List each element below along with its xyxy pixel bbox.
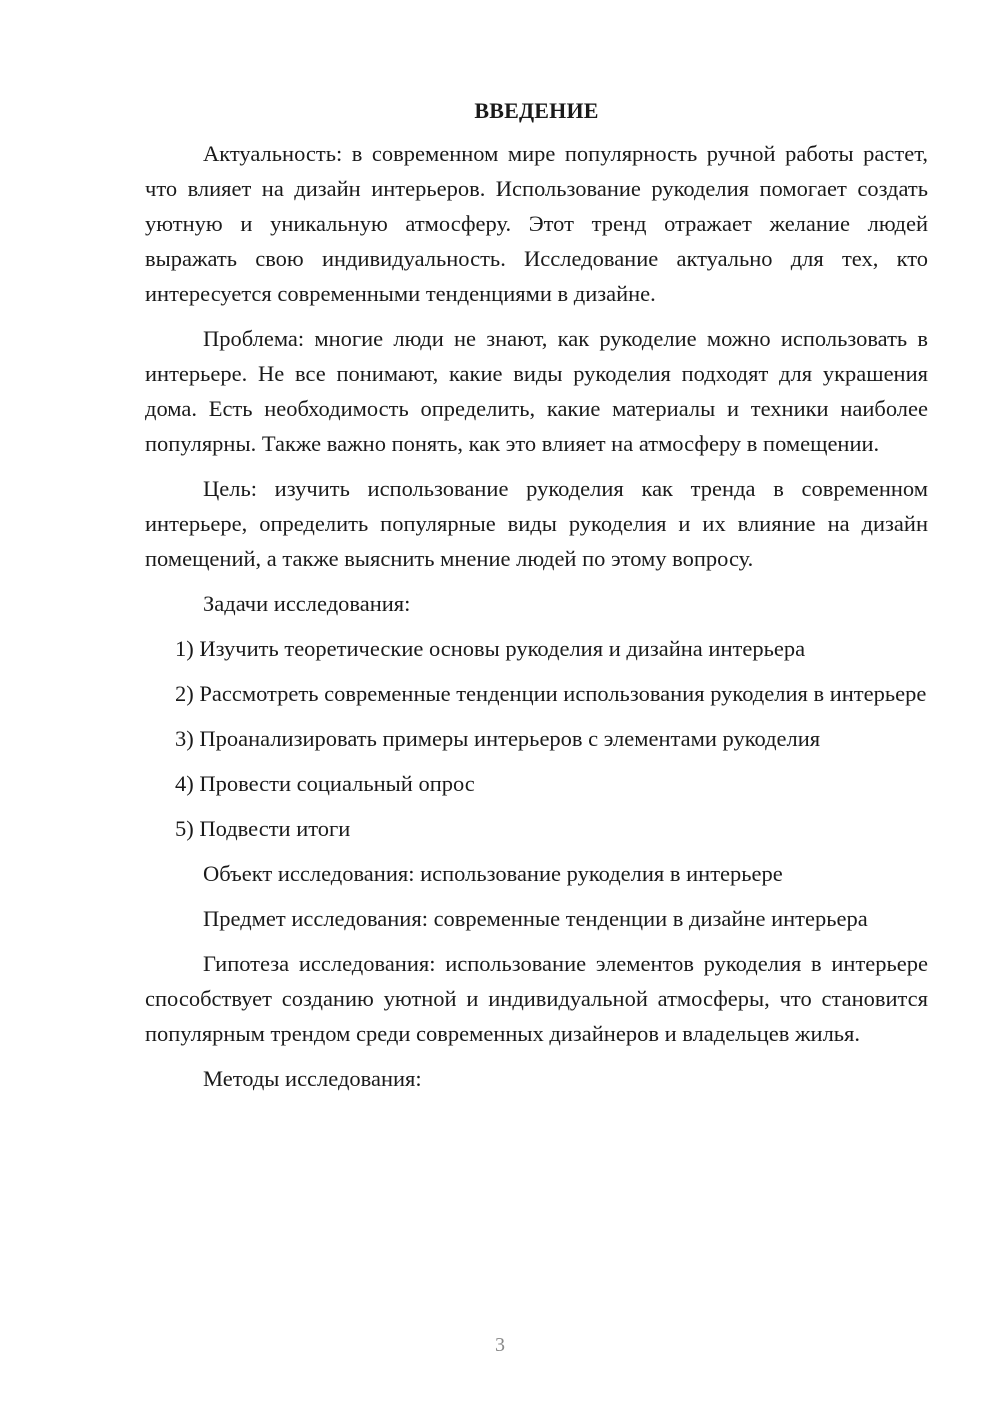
- task-item-3: 3) Проанализировать примеры интерьеров с элементами рукоделия: [175, 726, 821, 751]
- paragraph-relevance: Актуальность: в современном мире популярность ручной работы растет, что влияет на дизайн интерьеров. Использование рукоделия помогает создать уютную и уникальную атмосферу. Этот тренд отражает желание людей выражать свою индивидуальность. Исследование актуально для тех, кто интересуется современными тенденциями в дизайне.: [145, 141, 928, 306]
- task-item-2: 2) Рассмотреть современные тенденции использования рукоделия в интерьере: [175, 681, 927, 706]
- document-title: ВВЕДЕНИЕ: [474, 98, 599, 123]
- page-number: 3: [495, 1334, 505, 1356]
- task-item-1: 1) Изучить теоретические основы рукоделия и дизайна интерьера: [175, 636, 806, 661]
- task-item-4: 4) Провести социальный опрос: [175, 771, 475, 796]
- paragraph-goal: Цель: изучить использование рукоделия как тренда в современном интерьере, определить популярные виды рукоделия и их влияние на дизайн помещений, а также выяснить мнение людей по этому вопросу.: [145, 476, 928, 571]
- paragraph-subject: Предмет исследования: современные тенденции в дизайне интерьера: [203, 906, 868, 931]
- paragraph-problem: Проблема: многие люди не знают, как рукоделие можно использовать в интерьере. Не все понимают, какие виды рукоделия подходят для украшения дома. Есть необходимость определить, какие материалы и техники наиболее популярны. Также важно понять, как это влияет на атмосферу в помещении.: [145, 326, 928, 456]
- task-item-5: 5) Подвести итоги: [175, 816, 351, 841]
- paragraph-methods: Методы исследования:: [203, 1066, 422, 1091]
- paragraph-tasks-heading: Задачи исследования:: [203, 591, 411, 616]
- document-page: [145, 96, 928, 1106]
- paragraph-object: Объект исследования: использование рукоделия в интерьере: [203, 861, 783, 886]
- paragraph-hypothesis: Гипотеза исследования: использование элементов рукоделия в интерьере способствует созданию уютной и индивидуальной атмосферы, что становится популярным трендом среди современных дизайнеров и владельцев жилья.: [145, 951, 928, 1046]
